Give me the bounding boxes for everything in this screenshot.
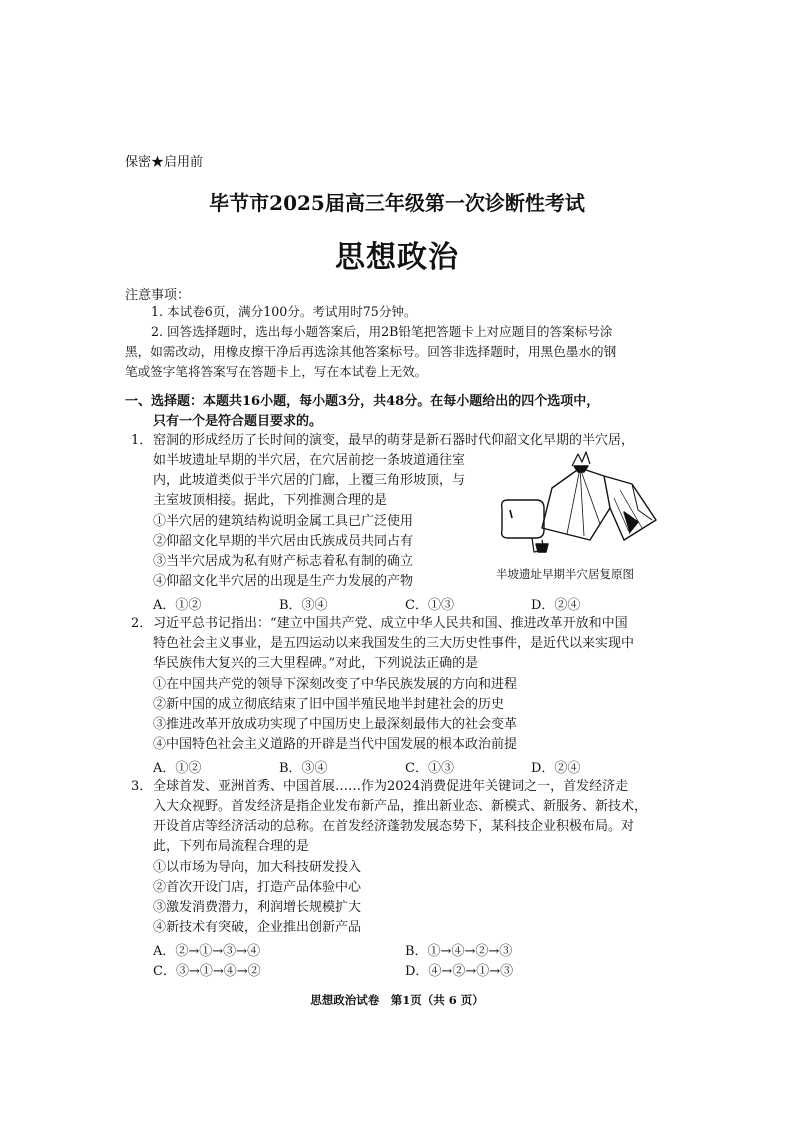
q2-option-a: A．①② [153,761,202,776]
q3-statement: ②首次开设门店，打造产品体验中心 [153,880,362,895]
subject-title: 思想政治 [335,240,459,275]
q1-statement: ①半穴居的建筑结构说明金属工具已广泛使用 [153,514,414,529]
q3-option-b: B．①→④→②→③ [405,944,513,959]
q2-option-d: D．②④ [531,761,581,776]
q2-stem-line: 习近平总书记指出：“建立中国共产党、成立中华人民共和国、推进改革开放和中国 [153,616,628,631]
q3-stem-line: 此，下列布局流程合理的是 [153,839,310,854]
dwelling-figure [492,448,670,560]
exam-title: 毕节市2025届高三年级第一次诊断性考试 [209,191,585,215]
q1-stem-line: 内，此坡道类似于半穴居的门廊，上覆三角形坡顶，与 [153,473,466,488]
q2-option-b: B．③④ [279,761,328,776]
q2-stem-line: 特色社会主义事业，是五四运动以来我国发生的三大历史性事件，是近代以来实现中 [153,636,635,651]
q1-option-d: D．②④ [531,598,581,613]
q3-option-d: D．④→②→①→③ [405,964,514,979]
q3-statement: ③激发消费潜力，利润增长规模扩大 [153,900,362,915]
q1-statement: ③当半穴居成为私有财产标志着私有制的确立 [153,554,414,569]
q2-statement: ②新中国的成立彻底结束了旧中国半殖民地半封建社会的历史 [153,697,505,712]
q1-stem-line: 窑洞的形成经历了长时间的演变，最早的萌芽是新石器时代仰韶文化早期的半穴居， [153,433,635,448]
confidential-label: 保密★启用前 [125,155,204,170]
q3-option-c: C．③→①→④→② [153,964,261,979]
q2-option-c: C．①③ [405,761,454,776]
q1-option-b: B．③④ [279,598,328,613]
notes-line-2c: 笔或签字笔将答案写在答题卡上，写在本试卷上无效。 [125,364,428,379]
q1-statement: ④仰韶文化半穴居的出现是生产力发展的产物 [153,574,414,589]
notes-heading: 注意事项： [125,288,191,303]
notes-line-1: 1. 本试卷6页，满分100分。考试用时75分钟。 [151,304,417,319]
notes-line-2b: 黑，如需改动，用橡皮擦干净后再选涂其他答案标号。回答非选择题时，用黑色墨水的钢 [125,344,617,359]
q2-number: 2． [131,616,153,631]
q1-stem-line: 如半坡遗址早期的半穴居，在穴居前挖一条坡道通往室 [153,453,466,468]
notes-line-2a: 2. 回答选择题时，选出每小题答案后，用2B铅笔把答题卡上对应题目的答案标号涂 [151,324,613,339]
section-1-heading-cont: 只有一个是符合题目要求的。 [153,414,323,429]
q3-statement: ①以市场为导向，加大科技研发投入 [153,860,362,875]
q1-stem-line: 主室坡顶相接。据此，下列推测合理的是 [153,493,388,508]
q3-stem-line: 开设首店等经济活动的总称。在首发经济蓬勃发展态势下，某科技企业积极布局。对 [153,819,635,834]
q1-option-a: A．①② [153,598,202,613]
q2-statement: ④中国特色社会主义道路的开辟是当代中国发展的根本政治前提 [153,737,518,752]
q3-statement: ④新技术有突破，企业推出创新产品 [153,920,362,935]
q2-stem-line: 华民族伟大复兴的三大里程碑。”对此，下列说法正确的是 [153,656,479,671]
q3-option-a: A．②→①→③→④ [153,944,261,959]
q3-number: 3． [131,779,153,794]
q1-number: 1． [131,433,153,448]
page-footer: 思想政治试卷 第1页（共 6 页） [310,993,484,1007]
q3-stem-line: 入大众视野。首发经济是指企业发布新产品，推出新业态、新模式、新服务、新技术， [153,799,648,814]
q2-statement: ③推进改革开放成功实现了中国历史上最深刻最伟大的社会变革 [153,717,518,732]
q1-statement: ②仰韶文化早期的半穴居由氏族成员共同占有 [153,534,414,549]
figure-caption: 半坡遗址早期半穴居复原图 [496,567,634,581]
q1-option-c: C．①③ [405,598,454,613]
q3-stem-line: 全球首发、亚洲首秀、中国首展……作为2024消费促进年关键词之一，首发经济走 [153,779,629,794]
section-1-heading: 一、选择题：本题共16小题，每小题3分，共48分。在每小题给出的四个选项中， [125,394,600,409]
q2-statement: ①在中国共产党的领导下深刻改变了中华民族发展的方向和进程 [153,677,518,692]
